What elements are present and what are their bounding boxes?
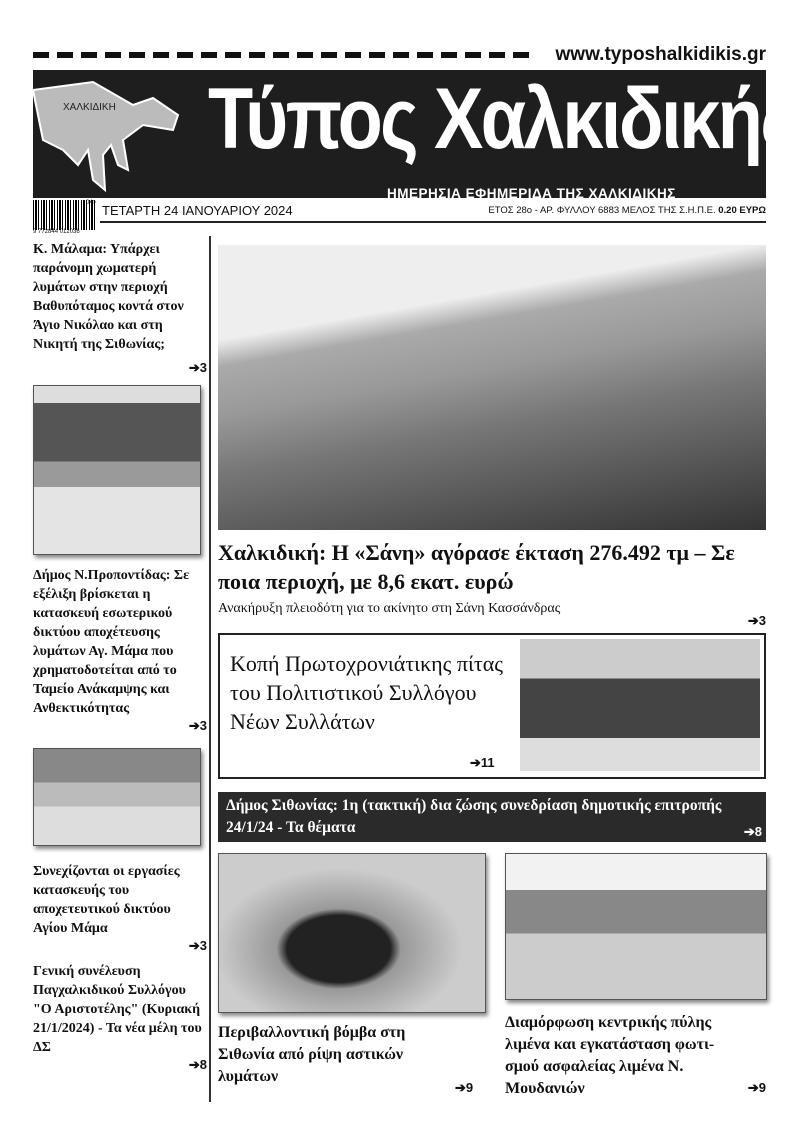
newspaper-title: Τύπος Χαλκιδικής — [208, 71, 797, 167]
website-url[interactable]: www.typoshalkidikis.gr — [555, 44, 766, 65]
bottom-headline-2[interactable]: Διαμόρφωση κεντρικής πύλης λιμένα και εγκατάσταση φωτι-σμού ασφαλείας λιμένα Ν. Μουδανιών — [505, 1014, 715, 1097]
story-text: Συνεχίζονται οι εργασίες κατασκευής του αποχετευτικού δικτύου Αγίου Μάμα — [33, 864, 180, 936]
issue-details: ΕΤΟΣ 28ο - ΑΡ. ΦΥΛΛΟΥ 6883 ΜΕΛΟΣ ΤΗΣ Σ.Η.Π.Ε. — [488, 205, 716, 216]
price: 0.20 ΕΥΡΩ — [718, 205, 766, 216]
sithonia-bar-story[interactable] — [218, 792, 766, 842]
page-ref: ➔9 — [747, 1080, 766, 1095]
box-headline: Κοπή Πρωτοχρονιάτικης πίτας του Πολιτιστικού Συλλόγου Νέων Συλλάτων — [230, 651, 503, 734]
issue-info — [488, 205, 766, 216]
main-subhead: Ανακήρυξη πλειοδότη για το ακίνητο στη Σάνη Κασσάνδρας — [218, 601, 561, 616]
barcode-addon: 04> — [86, 200, 97, 206]
bar-headline: Δήμος Σιθωνίας: 1η (τακτική) δια ζώσης συνεδρίαση δημοτικής επιτροπής 24/1/24 - Τα θέματα — [226, 797, 722, 836]
page-ref: ➔11 — [470, 755, 495, 770]
issue-date: ΤΕΤΑΡΤΗ 24 ΙΑΝΟΥΑΡΙΟΥ 2024 — [102, 203, 293, 218]
newspaper-subtitle: ΗΜΕΡΗΣΙΑ ΕΦΗΜΕΡΙΔΑ ΤΗΣ ΧΑΛΚΙΔΙΚΗΣ — [387, 186, 676, 201]
header-rule — [100, 221, 766, 223]
story-text: Γενική συνέλευση Παγχαλκιδικού Συλλόγου "Ο Αριστοτέλης" (Κυριακή 21/1/2024) - Τα νέα μέλη του ΔΣ — [33, 964, 202, 1055]
page-ref: ➔9 — [455, 1080, 474, 1095]
story-text: Κ. Μάλαμα: Υπάρχει παράνομη χωματερή λυμάτων στην περιοχή Βαθυπόταμος κοντά στον Άγιο Νικόλαο και στη Νικητή της Σιθωνίας; — [33, 242, 184, 352]
aerial-sani-photo — [218, 245, 766, 530]
page-ref: ➔3 — [747, 613, 766, 628]
left-story-1[interactable] — [33, 240, 207, 375]
left-story-2[interactable] — [33, 566, 207, 733]
main-headline[interactable]: Χαλκιδική: Η «Σάνη» αγόρασε έκταση 276.492 τμ – Σε ποια περιοχή, με 8,6 εκατ. ευρώ — [218, 540, 735, 594]
group-photo — [520, 639, 760, 771]
left-story-3[interactable] — [33, 862, 207, 953]
street-photo — [33, 385, 201, 555]
page-ref: ➔8 — [743, 824, 762, 839]
chalkidiki-map-icon — [33, 70, 183, 198]
left-story-4[interactable] — [33, 962, 207, 1072]
page-ref: ➔3 — [188, 938, 207, 953]
road-works-photo — [33, 748, 201, 846]
barcode-number: 9 772844 012036 — [33, 229, 80, 235]
page-ref: ➔3 — [188, 360, 207, 375]
page-ref: ➔3 — [188, 718, 207, 733]
page-ref: ➔8 — [188, 1057, 207, 1072]
story-text: Δήμος Ν.Προποντίδας: Σε εξέλιξη βρίσκεται η κατασκευή εσωτερικού δικτύου αποχέτευσης λυμάτων Αγ. Μάμα που χρηματοδοτείται από το Ταμείο Ανάκαμψης και Ανθεκτικότητας — [33, 568, 190, 716]
map-label: ΧΑΛΚΙΔΙΚΗ — [63, 102, 116, 113]
bottom-headline-1[interactable]: Περιβαλλοντική βόμβα στη Σιθωνία από ρίψη αστικών λυμάτων — [218, 1024, 406, 1085]
column-divider — [209, 236, 211, 1102]
dashed-rule — [33, 52, 533, 58]
port-gate-photo — [505, 853, 767, 1000]
dump-pond-photo — [218, 853, 486, 1013]
box-story[interactable] — [218, 633, 766, 779]
